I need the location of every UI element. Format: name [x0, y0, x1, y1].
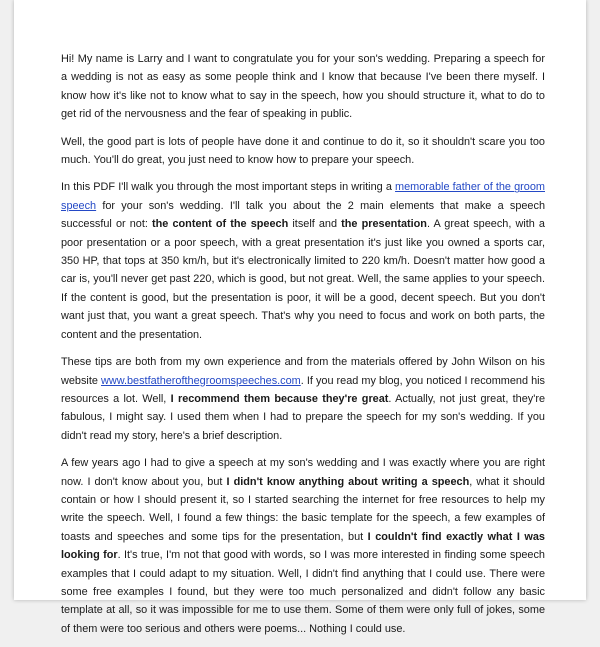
paragraph-intro — [61, 50, 545, 124]
paragraph-text: Well, the good part is lots of people have done it and continue to do it, so it shouldn't scare you too much. You'll do great, you just need to know how to prepare your speech. — [61, 135, 545, 167]
text-segment: , what it should contain or how I should present it, so I started searching the internet for free resources to help my write the speech. Well, I found a few things: the basic template for the speech, a few examples of toasts and speeches and some tips for the presentation, but — [61, 475, 545, 543]
text-segment: for your son's wedding. I'll talk you about the 2 main elements that make a speech successful or not: — [61, 199, 545, 231]
bold-text: I recommend them because they're great — [170, 392, 389, 405]
link-website[interactable]: www.bestfatherofthegroomspeeches.com — [100, 374, 301, 387]
text-segment: In this PDF I'll walk you through the most important steps in writing a — [61, 181, 396, 194]
paragraph-story — [61, 454, 545, 638]
text-segment: itself and — [288, 218, 342, 231]
text-segment: These tips are both from my own experience and from the materials offered by John Wilson on his website — [61, 356, 545, 387]
document-page — [14, 0, 586, 635]
paragraph-reassurance — [61, 133, 545, 170]
document-body — [61, 50, 545, 647]
link-memorable-father-of-the-groom-speech[interactable]: memorable father of the groom speech — [61, 181, 545, 212]
bold-text: I didn't know anything about writing a speech — [226, 475, 470, 488]
bold-text: the content of the speech — [152, 218, 289, 231]
bold-text: the presentation — [341, 218, 427, 231]
paragraph-overview — [61, 178, 545, 344]
paragraph-sources — [61, 353, 545, 445]
text-segment: . A great speech, with a poor presentation or a poor speech, with a great presentation it's just like you owned a sports car, 350 HP, that tops at 350 km/h, but it's electronically limited to 220 km/h. Doesn't matter how good a car is, you'll never get past 220, which is good, but not great. Well, the same applies to your speech. If the content is good, but the presentation is poor, it will be a good, decent speech. But you don't want just that, you want a great speech. That's why you need to focus and work on both parts, the content and the presentation. — [61, 218, 545, 341]
text-segment: . It's true, I'm not that good with words, so I was more interested in finding some speech examples that I could adapt to my situation. Well, I didn't find anything that I could use. There were some free examples I found, but they were too much personalized and didn't follow any basic template at all, so it was impossible for me to use them. Some of them were only full of jokes, some of them were too serious and others were poems... Nothing I could use. — [61, 549, 545, 635]
text-segment: . If you read my blog, you noticed I recommend his resources a lot. Well, — [61, 374, 545, 405]
text-segment: . Actually, not just great, they're fabulous, I might say. I used them when I had to prepare the speech for my son's wedding. If you didn't read my story, here's a brief description. — [61, 392, 545, 442]
bold-text: I couldn't find exactly what I was looking for — [61, 530, 545, 562]
text-segment: A few years ago I had to give a speech at my son's wedding and I was exactly where you are right now. I don't know about you, but — [61, 457, 545, 488]
paragraph-text: Hi! My name is Larry and I want to congratulate you for your son's wedding. Preparing a speech for a wedding is not as easy as some people think and I know that because I've been there myself. I know how it's like not to know what to say in the speech, how you should structure it, what to do to get rid of the nervousness and the fear of speaking in public. — [61, 53, 545, 121]
